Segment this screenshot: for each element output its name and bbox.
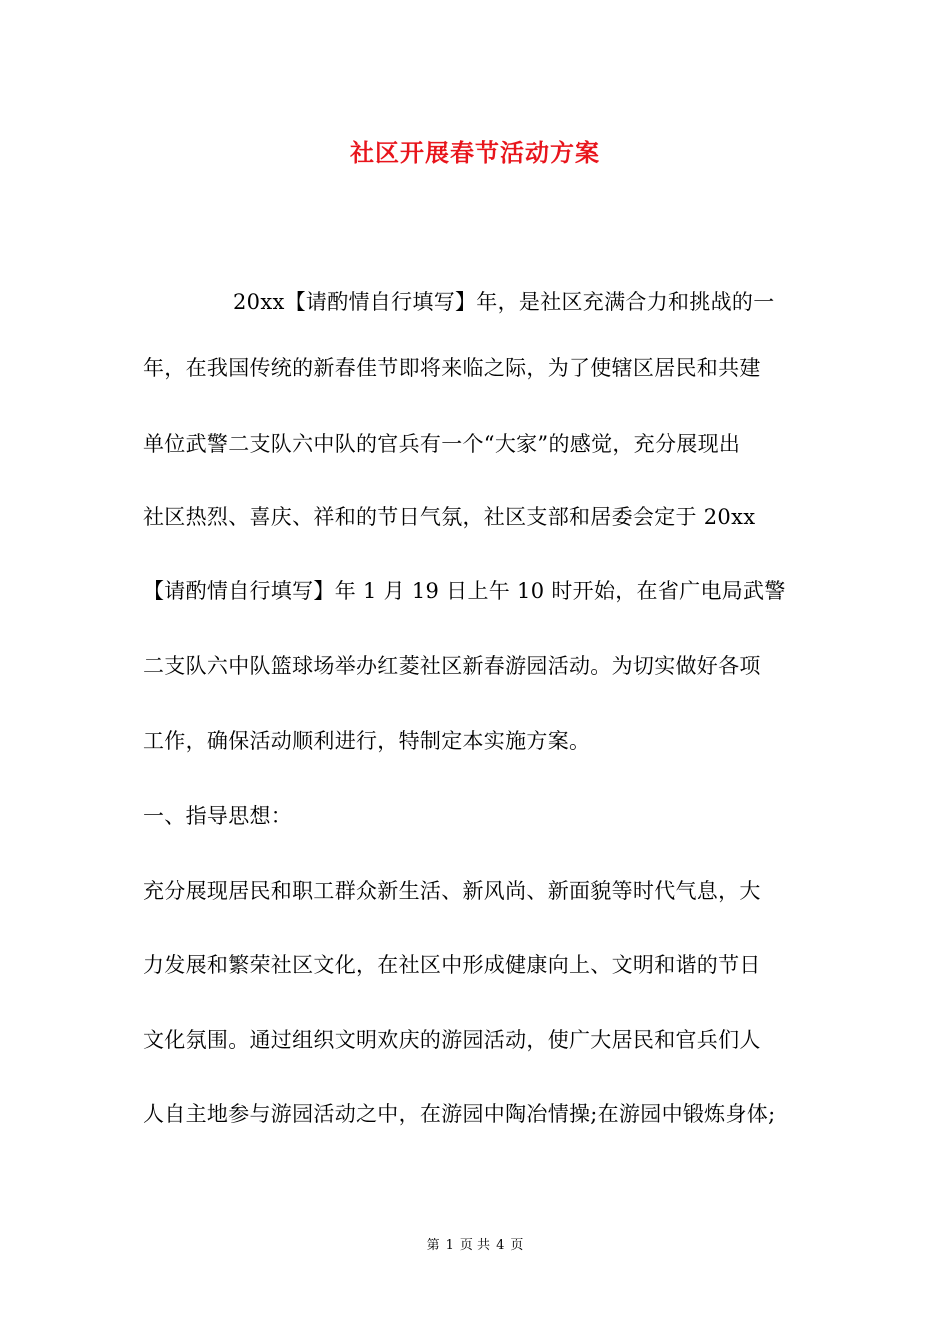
paragraph-line: 单位武警二支队六中队的官兵有一个“大家”的感觉，充分展现出 bbox=[143, 432, 741, 456]
paragraph-line: 二支队六中队篮球场举办红菱社区新春游园活动。为切实做好各项 bbox=[143, 654, 761, 678]
paragraph-line: 充分展现居民和职工群众新生活、新风尚、新面貌等时代气息，大 bbox=[143, 879, 761, 903]
page-current: 1 bbox=[445, 1238, 454, 1253]
page-label-prefix: 第 bbox=[426, 1238, 440, 1253]
paragraph-line: 【请酌情自行填写】年 1 月 19 日上午 10 时开始，在省广电局武警 bbox=[143, 579, 786, 603]
paragraph-line: 力发展和繁荣社区文化，在社区中形成健康向上、文明和谐的节日 bbox=[143, 953, 761, 977]
page-footer bbox=[0, 1236, 950, 1256]
page-label-suffix: 页 bbox=[510, 1238, 524, 1253]
paragraph-line: 社区热烈、喜庆、祥和的节日气氛，社区支部和居委会定于 20xx bbox=[143, 505, 756, 529]
paragraph-line: 人自主地参与游园活动之中，在游园中陶冶情操;在游园中锻炼身体; bbox=[143, 1102, 776, 1126]
paragraph-line: 年，在我国传统的新春佳节即将来临之际，为了使辖区居民和共建 bbox=[143, 356, 761, 380]
page-total: 4 bbox=[496, 1238, 505, 1253]
paragraph-line: 20xx【请酌情自行填写】年，是社区充满合力和挑战的一 bbox=[233, 290, 775, 314]
paragraph-line: 工作，确保活动顺利进行，特制定本实施方案。 bbox=[143, 729, 591, 753]
section-heading: 一、指导思想： bbox=[143, 804, 293, 828]
page-label-mid: 页 共 bbox=[459, 1238, 491, 1253]
page-title: 社区开展春节活动方案 bbox=[350, 138, 600, 167]
paragraph-line: 文化氛围。通过组织文明欢庆的游园活动，使广大居民和官兵们人 bbox=[143, 1028, 761, 1052]
